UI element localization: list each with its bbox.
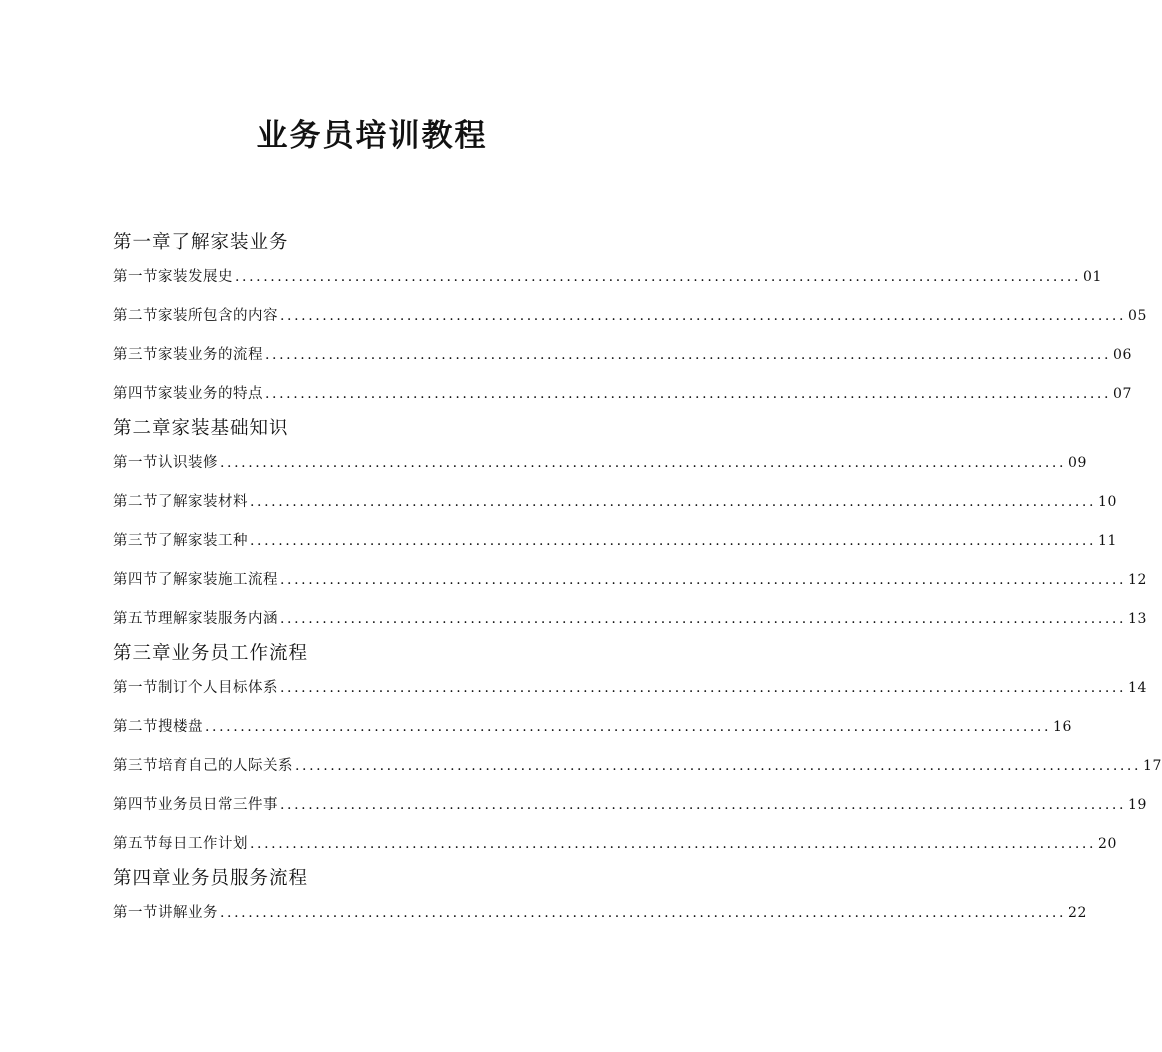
page-number: 19 [1128,797,1147,813]
section-title: 第一节讲解业务 [113,905,218,921]
page-number: 11 [1098,533,1117,549]
toc-entry [113,669,1147,708]
toc-entry [113,375,1132,414]
toc-entry [113,825,1117,864]
dot-leader: ........................................................................................................................ [235,269,1082,285]
dot-leader: ........................................................................................................................ [220,905,1067,921]
page-number: 10 [1098,494,1117,510]
section-title: 第二节了解家装材料 [113,494,248,510]
dot-leader: ........................................................................................................................ [280,611,1127,627]
toc-entry [113,258,1102,297]
toc-entry [113,894,1087,933]
page-number: 22 [1068,905,1087,921]
table-of-contents [113,228,1162,933]
page-number: 06 [1113,347,1132,363]
chapter-heading: 第三章业务员工作流程 [113,643,309,664]
section-title: 第一节家装发展史 [113,269,233,285]
dot-leader: ........................................................................................................................ [280,680,1127,696]
dot-leader: ........................................................................................................................ [250,533,1097,549]
toc-entry [113,444,1087,483]
section-title: 第三节培育自己的人际关系 [113,758,293,774]
dot-leader: ........................................................................................................................ [295,758,1142,774]
section-title: 第二节家装所包含的内容 [113,308,278,324]
toc-entry [113,747,1162,786]
page-number: 13 [1128,611,1147,627]
dot-leader: ........................................................................................................................ [220,455,1067,471]
page-number: 07 [1113,386,1132,402]
page-number: 12 [1128,572,1147,588]
toc-entry [113,600,1147,639]
toc-entry [113,336,1132,375]
section-title: 第一节制订个人目标体系 [113,680,278,696]
page-number: 01 [1083,269,1102,285]
dot-leader: ........................................................................................................................ [250,494,1097,510]
page-number: 17 [1143,758,1162,774]
dot-leader: ........................................................................................................................ [280,308,1127,324]
page-number: 05 [1128,308,1147,324]
chapter-heading: 第二章家装基础知识 [113,418,289,439]
section-title: 第五节理解家装服务内涵 [113,611,278,627]
section-title: 第四节家装业务的特点 [113,386,263,402]
page-number: 14 [1128,680,1147,696]
section-title: 第三节家装业务的流程 [113,347,263,363]
chapter-heading: 第四章业务员服务流程 [113,868,309,889]
toc-entry [113,483,1117,522]
dot-leader: ........................................................................................................................ [250,836,1097,852]
page-number: 09 [1068,455,1087,471]
dot-leader: ........................................................................................................................ [280,797,1127,813]
section-title: 第五节每日工作计划 [113,836,248,852]
dot-leader: ........................................................................................................................ [265,347,1112,363]
section-title: 第四节了解家装施工流程 [113,572,278,588]
page-number: 16 [1053,719,1072,735]
dot-leader: ........................................................................................................................ [205,719,1052,735]
dot-leader: ........................................................................................................................ [265,386,1112,402]
page-number: 20 [1098,836,1117,852]
toc-entry [113,561,1147,600]
toc-entry [113,297,1147,336]
toc-entry [113,522,1117,561]
toc-entry [113,708,1072,747]
section-title: 第三节了解家装工种 [113,533,248,549]
chapter-heading: 第一章了解家装业务 [113,232,289,253]
section-title: 第四节业务员日常三件事 [113,797,278,813]
section-title: 第一节认识装修 [113,455,218,471]
section-title: 第二节搜楼盘 [113,719,203,735]
document-title: 业务员培训教程 [256,118,488,154]
dot-leader: ........................................................................................................................ [280,572,1127,588]
toc-entry [113,786,1147,825]
